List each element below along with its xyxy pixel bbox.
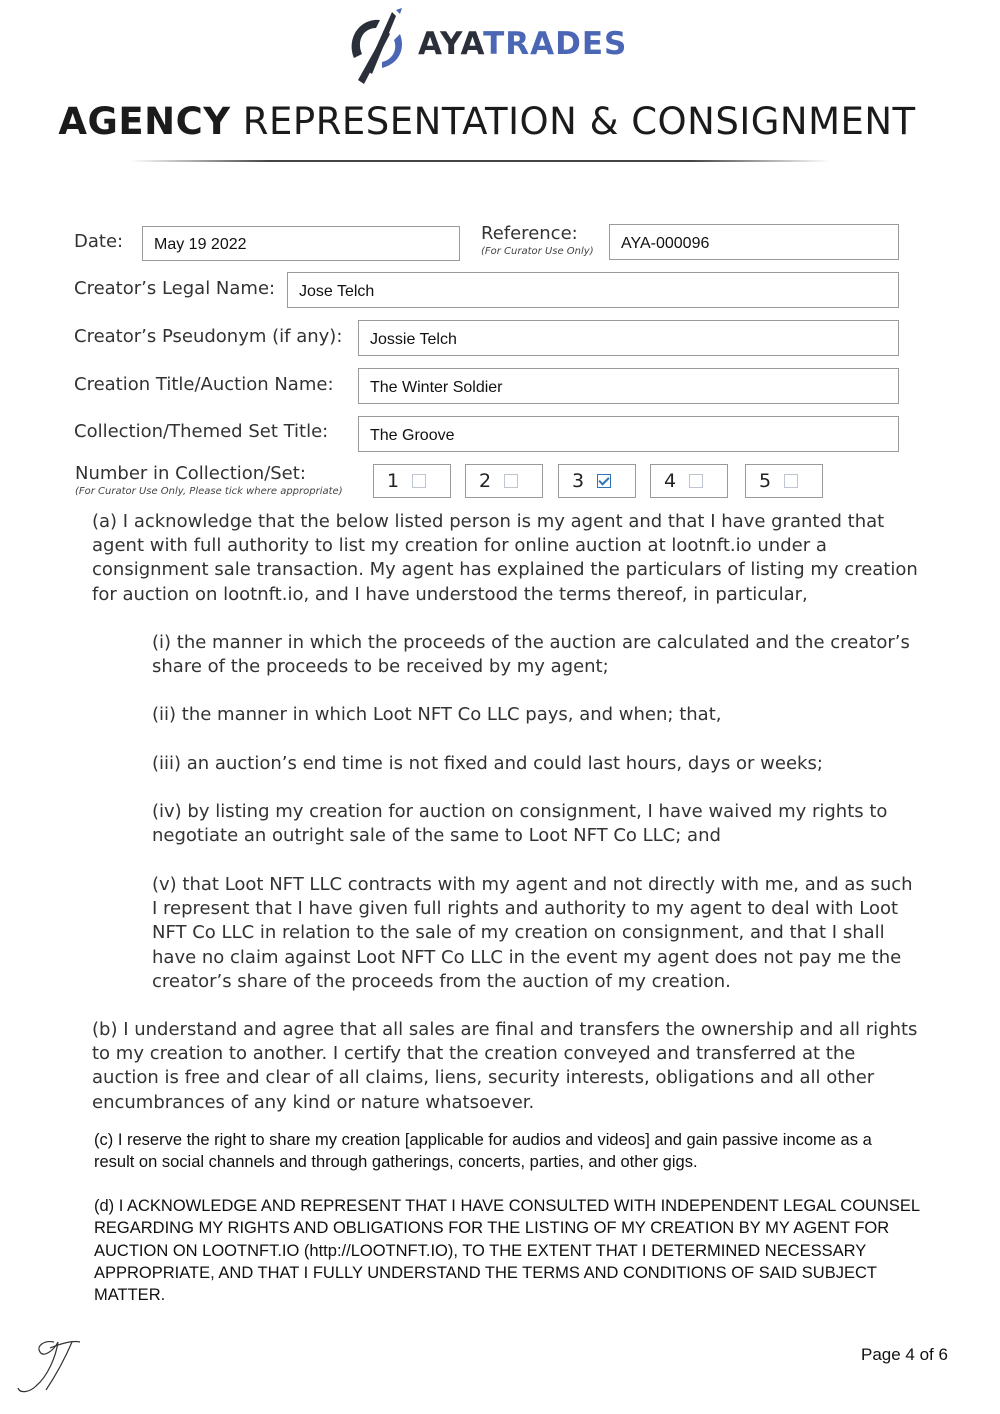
collection-number-label: 3 (571, 470, 585, 492)
brand-name (418, 26, 627, 62)
collection-number-option-2[interactable] (465, 464, 543, 498)
reference-note: (For Curator Use Only) (481, 246, 594, 257)
pseudonym-label: Creator’s Pseudonym (if any): (74, 326, 343, 347)
term-a: (a) I acknowledge that the below listed person is my agent and that I have granted that agent with full authority to list my creation for online auction at lootnft.io under a consignment sale transaction. My agent has explained the particulars of listing my creation for auction on lootnft.io, and I have understood the terms thereof, in particular, (92, 511, 918, 605)
number-label: Number in Collection/Set: (75, 463, 306, 484)
brand-name-part1: AYA (418, 26, 484, 62)
reference-field[interactable]: AYA-000096 (609, 224, 899, 260)
collection-number-label: 2 (478, 470, 492, 492)
collection-number-option-1[interactable] (373, 464, 451, 498)
collection-number-label: 1 (386, 470, 400, 492)
term-a-iii: (iii) an auction’s end time is not fixed and could last hours, days or weeks; (152, 753, 823, 774)
page-number: Page 4 of 6 (861, 1345, 948, 1364)
collection-field[interactable]: The Groove (358, 416, 899, 452)
legal-name-label: Creator’s Legal Name: (74, 278, 276, 299)
document-title-rest: REPRESENTATION & CONSIGNMENT (230, 100, 916, 143)
legal-name-field[interactable]: Jose Telch (287, 272, 899, 308)
creation-title-field[interactable]: The Winter Soldier (358, 368, 899, 404)
title-divider (130, 160, 830, 162)
signature-icon (14, 1336, 84, 1398)
term-a-v: (v) that Loot NFT LLC contracts with my agent and not directly with me, and as such I represent that I have given full rights and authority to my agent to deal with Loot NFT Co LLC in relation to the sale of my creation on consignment, and that I shall have no claim against Loot NFT Co LLC in the event my agent does not pay me the creator’s share of the proceeds from the auction of my creation. (152, 874, 913, 992)
term-a-iv: (iv) by listing my creation for auction on consignment, I have waived my rights to negotiate an outright sale of the same to Loot NFT Co LLC; and (152, 801, 888, 847)
checkbox[interactable] (784, 474, 798, 488)
reference-label: Reference: (481, 223, 578, 244)
pseudonym-field[interactable]: Jossie Telch (358, 320, 899, 356)
document-title (0, 100, 974, 143)
document-title-bold: AGENCY (58, 100, 231, 143)
brand-name-part2: TRADES (483, 26, 628, 62)
term-c: (c) I reserve the right to share my creation [applicable for audios and videos] and gain passive income as a result on social channels and through gatherings, concerts, parties, and other gigs. (94, 1131, 872, 1172)
checkbox[interactable] (689, 474, 703, 488)
number-note: (For Curator Use Only, Please tick where appropriate) (75, 486, 343, 497)
creation-title-label: Creation Title/Auction Name: (74, 374, 334, 395)
term-a-ii: (ii) the manner in which Loot NFT Co LLC pays, and when; that, (152, 704, 722, 725)
checkbox[interactable] (504, 474, 518, 488)
ayatrades-logo-icon (346, 8, 408, 84)
collection-label: Collection/Themed Set Title: (74, 421, 329, 442)
collection-number-option-3[interactable] (558, 464, 636, 498)
collection-number-label: 5 (758, 470, 772, 492)
checkbox-checked[interactable] (597, 474, 611, 488)
collection-number-option-4[interactable] (650, 464, 728, 498)
collection-number-option-5[interactable] (745, 464, 823, 498)
term-d: (d) I ACKNOWLEDGE AND REPRESENT THAT I HAVE CONSULTED WITH INDEPENDENT LEGAL COUNSEL REGARDING MY RIGHTS AND OBLIGATIONS FOR THE LISTING OF MY CREATION BY MY AGENT FOR AUCTION ON LOOTNFT.IO (http://LOOTNFT.IO), TO THE EXTENT THAT I DETERMINED NECESSARY APPROPRIATE, AND THAT I FULLY UNDERSTAND THE TERMS AND CONDITIONS OF SAID SUBJECT MATTER. (94, 1197, 920, 1305)
date-field[interactable]: May 19 2022 (142, 226, 460, 261)
term-b: (b) I understand and agree that all sales are final and transfers the ownership and all rights to my creation to another. I certify that the creation conveyed and transferred at the auction is free and clear of all claims, liens, security interests, obligations and all other encumbrances of any kind or nature whatsoever. (92, 1019, 918, 1113)
checkbox[interactable] (412, 474, 426, 488)
term-a-i: (i) the manner in which the proceeds of the auction are calculated and the creator’s share of the proceeds to be received by my agent; (152, 632, 910, 678)
collection-number-label: 4 (663, 470, 677, 492)
date-label: Date: (74, 231, 124, 252)
